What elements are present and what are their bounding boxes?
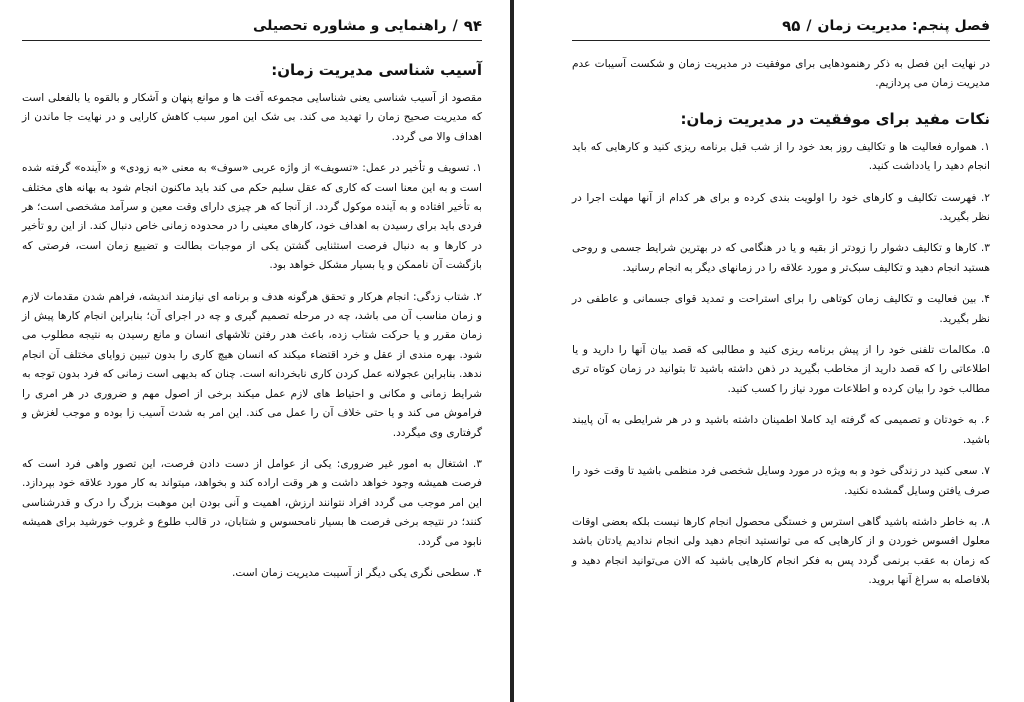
right-chapter-title: فصل پنجم: مدیریت زمان: [817, 18, 990, 34]
tip-item: ۷. سعی کنید در زندگی خود و به ویژه در مورد وسایل شخصی فرد منظمی باشید تا وقت خود را صرف یافتن وسایل گمشده نکنید.: [572, 465, 990, 497]
right-head-rule: [572, 40, 990, 41]
tip-item: ۶. به خودتان و تصمیمی که گرفته اید کاملا اطمینان داشته باشید و در هر شرایطی به آن پایبند باشید.: [572, 414, 990, 446]
tip-item: ۴. بین فعالیت و تکالیف زمان کوتاهی را برای استراحت و تمدید قوای جسمانی و عاطفی در نظر بگیرید.: [572, 293, 990, 325]
right-page-number: ۹۵: [782, 17, 801, 35]
tip-item: ۵. مکالمات تلفنی خود را از پیش برنامه ریزی کنید و مطالبی که قصد بیان آنها را دارید و یا اطلاعاتی را که قصد دارید از مخاطب بگیرید در ذهن داشته باشید تا بتوانید در زمان کوتاه تری مطالب خود را بیان کرده و اطلاعات مورد نیاز را کسب کنید.: [572, 344, 990, 395]
tip-item: ۳. کارها و تکالیف دشوار را زودتر از بقیه و یا در هنگامی که در بهترین شرایط جسمی و روحی هستید انجام دهید و تکالیف سبک‌تر و مورد علاقه را در زمانهای دیگر به انجام رسانید.: [572, 242, 990, 274]
left-paragraph-2: ۱. تسویف و تأخیر در عمل: «تسویف» از واژه عربی «سوف» به معنی «به زودی» و «آینده» گرفته شده است و به این معنا است که کاری که عقل سلیم حکم می کند باید ماکنون انجام شود به بهانه های مختلف به تأخیر افتاده و به آینده موکول گردد. از آنجا که هر چیزی دارای وقت معین و سرآمد مشخصی است؛ هر فردی باید برای رسیدن به اهداف خود، کارهای معینی را در محدوده زمانی خاص دنبال کند. از این رو تأخیر در کارها و به دنبال فرصت استثنایی گشتن یکی از موجبات بطالت و تضییع زمان است، فرصتی که بازگشت آن ناممکن و یا بسیار مشکل خواهد بود.: [22, 162, 482, 272]
right-head-separator: /: [806, 18, 812, 34]
right-page: [514, 0, 1024, 702]
right-intro: در نهایت این فصل به ذکر رهنمودهایی برای موفقیت در مدیریت زمان و شکست آسیبات عدم مدیریت زمان می پردازیم.: [572, 58, 990, 90]
left-page: [0, 0, 510, 702]
left-paragraph-1: مقصود از آسیب شناسی یعنی شناسایی مجموعه آفت ها و موانع پنهان و آشکار و بالقوه یا بالفعلی است که مدیریت صحیح زمان را تهدید می کند. بی شک این امور سبب کاهش کارایی و در نهایت جا ماندن از اهداف والا می گردد.: [22, 92, 482, 143]
right-section-title: نکات مفید برای موفقیت در مدیریت زمان:: [680, 109, 990, 128]
right-running-head: [572, 16, 990, 36]
tip-item: ۲. فهرست تکالیف و کارهای خود را اولویت بندی کرده و برای هر کدام از آنها مهلت اجرا در نظر بگیرید.: [572, 191, 990, 224]
left-book-title: راهنمایی و مشاوره تحصیلی: [252, 18, 447, 34]
left-paragraph-4: ۳. اشتغال به امور غیر ضروری: یکی از عوامل از دست دادن فرصت، این تصور واهی فرد است که فرصت همیشه وجود خواهد داشت و هر وقت اراده کند و بخواهد، میتواند به کار مورد علاقه خود بپردازد. این امر موجب می گردد افراد نتوانند ارزش، اهمیت و آنی بودن این موهبت بزرگ را درک و قدرشناسی کنند؛ در نتیجه برخی فرصت ها بسیار نامحسوس و شتابان، در قالب طلوع و غروب خورشید برای همیشه نابود می گردد.: [22, 457, 482, 548]
left-paragraph-3: ۲. شتاب زدگی: انجام هرکار و تحقق هرگونه هدف و برنامه ای نیازمند اندیشه، فراهم شدن مقدمات لازم و زمان مناسب آن می باشد، چه در مرحله تصمیم گیری و چه در اجرای آن؛ بنابراین انجام کارها پیش از زمان مقرر و یا حرکت شتاب زده، باعث هدر رفتن تلاشهای انسان و مانع رسیدن به نتیجه مطلوب می شود. بهره مندی از عقل و خرد اقتضاء میکند که انسان هیچ کاری را بدون تبیین زوایای مختلف آن انجام ندهد. بنابراین عجولانه عمل کردن کاری نابخردانه است. چنان که بدیهی است زمانی که فرد بدون توجه به شرایط زمانی و مکانی و احتیاط های لازم عمل میکند برخی از اصول مهم و ضروری در هر امری را فراموش می کند و یا حتی خلاف آن را عمل می کند. این امر به شدت آسیب زا بوده و موجب لغزش و گرفتاری وی میگردد.: [22, 290, 482, 439]
left-running-head: [22, 16, 482, 36]
tip-item: ۱. همواره فعالیت ها و تکالیف روز بعد خود را از شب قبل برنامه ریزی کنید و کارهایی که باید انجام دهید را یادداشت کنید.: [572, 140, 990, 173]
tip-item: ۸. به خاطر داشته باشید گاهی استرس و خستگی محصول انجام کارها نیست بلکه بعضی اوقات معلول افسوس خوردن و از کارهایی که می توانستید انجام دهید ولی انجام ندادیم یادتان باشد که زمان به عقب برنمی گردد پس به فکر انجام کارهایی باشید که الان می‌توانید انجام دهید و بلافاصله به سراغ آنها بروید.: [572, 515, 990, 587]
left-paragraph-5: ۴. سطحی نگری یکی دیگر از آسیبت مدیریت زمان است.: [232, 566, 482, 579]
left-head-separator: /: [452, 18, 458, 34]
left-page-number: ۹۴: [463, 17, 482, 35]
left-head-rule: [22, 40, 482, 41]
left-section-title: آسیب شناسی مدیریت زمان:: [271, 61, 482, 79]
